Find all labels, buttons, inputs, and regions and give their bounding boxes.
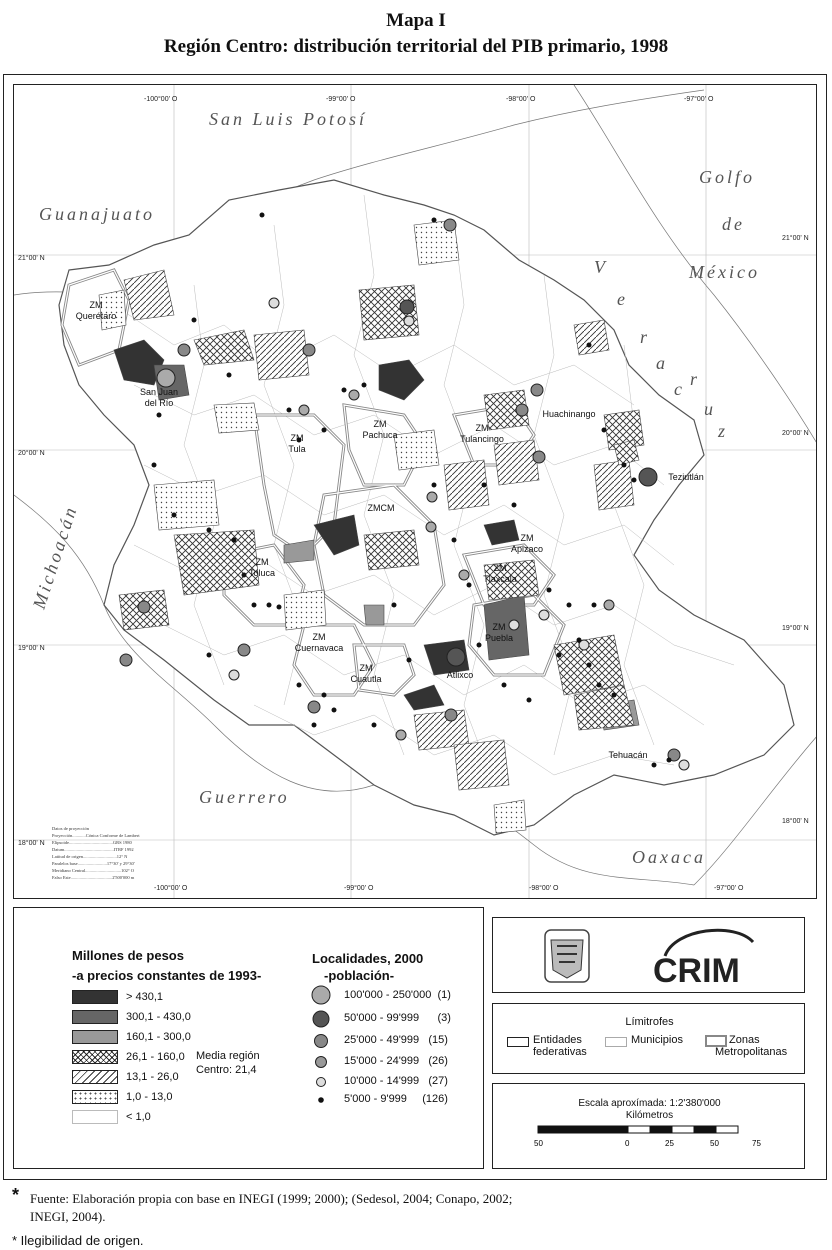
svg-text:Cuernavaca: Cuernavaca	[294, 643, 344, 653]
zm-label-zmcm	[368, 503, 395, 513]
footnote-source-line2: INEGI, 2004).	[30, 1209, 106, 1224]
crim-logo-icon	[645, 922, 765, 988]
lon-label-top-2: -99°00' O	[326, 96, 356, 103]
loc-class-3: 25'000 - 49'999 (15)	[344, 1034, 448, 1046]
svg-text:ZM: ZM	[312, 632, 326, 642]
svg-text:Pachuca: Pachuca	[362, 430, 398, 440]
svg-text:San Juan: San Juan	[139, 387, 179, 397]
lon-label-bottom-4: -97°00' O	[714, 885, 744, 892]
svg-text:25: 25	[665, 1139, 674, 1148]
svg-text:Tulancingo: Tulancingo	[460, 434, 504, 444]
svg-text:r: r	[690, 369, 698, 389]
unam-seal-icon	[541, 926, 593, 986]
lat-label-right-4: 18°00' N	[782, 818, 809, 825]
svg-text:ZM: ZM	[492, 622, 506, 632]
scale-unit: Kilómetros	[625, 1110, 674, 1121]
media-region-value: Centro: 21,4	[196, 1064, 257, 1076]
svg-text:del Río: del Río	[144, 398, 174, 408]
projection-info	[52, 826, 140, 880]
gulf-label-1: Golfo	[699, 167, 756, 187]
swatch-entidades	[507, 1037, 529, 1047]
svg-text:V: V	[594, 257, 605, 277]
lon-label-top-1: -100°00' O	[144, 96, 178, 103]
map-title: Mapa I	[386, 10, 446, 31]
svg-text:ZM: ZM	[359, 663, 373, 673]
media-region-label: Media región	[196, 1050, 260, 1062]
scale-bar	[533, 1124, 763, 1164]
lat-label-right-3: 19°00' N	[782, 625, 809, 632]
svg-text:u: u	[704, 399, 713, 419]
logo-panel	[492, 917, 805, 993]
svg-text:Proyección............Cónica C: Proyección............Cónica Conforme de Lambert	[52, 833, 140, 838]
lim-label-zonas: Zonas Metropolitanas	[715, 1034, 788, 1058]
city-label-huachinango	[542, 409, 595, 419]
lim-label-entidades: Entidades federativas	[533, 1034, 587, 1058]
svg-text:Datos de proyección: Datos de proyección	[52, 826, 89, 831]
svg-text:a: a	[656, 353, 665, 373]
svg-text:ZM: ZM	[255, 557, 269, 567]
loc-class-4: 15'000 - 24'999 (26)	[344, 1055, 448, 1067]
scale-title: Escala aproxímada: 1:2'380'000	[578, 1098, 721, 1109]
svg-text:75: 75	[752, 1139, 761, 1148]
scale-panel	[492, 1083, 805, 1169]
svg-text:Querétaro: Querétaro	[75, 311, 117, 321]
gulf-label-2: de	[722, 214, 745, 234]
svg-text:ZM: ZM	[89, 300, 103, 310]
loc-legend-symbols	[306, 984, 336, 1114]
pib-class-5: 13,1 - 26,0	[126, 1071, 179, 1083]
svg-text:ZMCM: ZMCM	[367, 503, 395, 513]
svg-text:Atlixco: Atlixco	[446, 670, 474, 680]
svg-text:Meridiano Central.............: Meridiano Central................................102° O	[52, 868, 135, 873]
svg-text:50: 50	[534, 1139, 543, 1148]
svg-text:Apizaco: Apizaco	[510, 544, 544, 554]
state-label-slp: San Luis Potosí	[209, 109, 368, 129]
svg-text:ZM: ZM	[493, 563, 507, 573]
state-label-michoacan: Michoacán	[28, 502, 82, 612]
lon-label-bottom-2: -99°00' O	[344, 885, 374, 892]
svg-text:r: r	[640, 327, 648, 347]
limitrofes-panel	[492, 1003, 805, 1074]
gulf-label-3: México	[689, 262, 760, 282]
footnote-source-line1: Fuente: Elaboración propia con base en INEGI (1999; 2000); (Sedesol, 2004; Conapo, 2002;	[30, 1191, 513, 1206]
lon-label-bottom-1: -100°00' O	[154, 885, 188, 892]
svg-text:z: z	[718, 421, 726, 441]
city-label-atlixco	[447, 670, 474, 680]
pib-legend-subtitle: -a precios constantes de 1993-	[72, 968, 262, 983]
lim-label-municipios: Municipios	[631, 1034, 683, 1046]
swatch-class-2	[72, 1010, 118, 1024]
pib-class-4: 26,1 - 160,0	[126, 1051, 185, 1063]
zm-label-tula	[288, 433, 305, 454]
lat-label-left-3: 19°00' N	[18, 645, 45, 652]
lat-label-right-1: 21°00' N	[782, 235, 809, 242]
swatch-class-1	[72, 990, 118, 1004]
swatch-class-7	[72, 1110, 118, 1124]
lon-label-top-3: -98°00' O	[506, 96, 536, 103]
svg-text:c: c	[674, 379, 682, 399]
svg-text:Toluca: Toluca	[248, 568, 276, 578]
swatch-class-3	[72, 1030, 118, 1044]
pib-class-2: 300,1 - 430,0	[126, 1011, 191, 1023]
zm-label-san-juan	[140, 387, 178, 408]
svg-text:Datum.........................: Datum............................................ITRF 1992	[52, 847, 134, 852]
loc-class-5: 10'000 - 14'999 (27)	[344, 1075, 448, 1087]
state-label-oaxaca: Oaxaca	[632, 847, 706, 867]
svg-text:ZM: ZM	[373, 419, 387, 429]
svg-text:50: 50	[710, 1139, 719, 1148]
svg-text:Latitud de origen.............: Latitud de origen..............................12° N	[52, 854, 128, 859]
svg-text:Huachinango: Huachinango	[542, 409, 596, 419]
state-label-guerrero: Guerrero	[199, 787, 290, 807]
limitrofes-title: Límitrofes	[625, 1016, 674, 1028]
loc-legend-title: Localidades, 2000	[312, 951, 424, 966]
map-panel[interactable]	[13, 84, 817, 899]
lat-label-right-2: 20°00' N	[782, 430, 809, 437]
pib-class-7: < 1,0	[126, 1111, 151, 1123]
svg-text:0: 0	[625, 1139, 630, 1148]
svg-text:CRIM: CRIM	[653, 952, 740, 988]
svg-text:Tlaxcala: Tlaxcala	[483, 574, 517, 584]
legend-panel	[13, 907, 484, 1169]
svg-text:Cuautla: Cuautla	[350, 674, 382, 684]
footnote-illegibility: * Ilegibilidad de origen.	[12, 1233, 144, 1248]
lat-label-left-1: 21°00' N	[18, 255, 45, 262]
svg-text:Tula: Tula	[288, 444, 306, 454]
svg-text:Falso Este....................: Falso Este.....................................2'500'000 m	[52, 875, 135, 880]
region-map[interactable]	[14, 85, 817, 899]
lat-label-left-4: 18°00' N	[18, 840, 45, 847]
svg-text:e: e	[617, 289, 625, 309]
svg-text:Teziutlán: Teziutlán	[668, 472, 704, 482]
svg-text:ZM: ZM	[290, 433, 304, 443]
city-label-teziutlan	[668, 472, 704, 482]
swatch-class-5	[72, 1070, 118, 1084]
footnote-star: *	[12, 1185, 20, 1205]
swatch-class-4	[72, 1050, 118, 1064]
svg-text:Paralelos base................: Paralelos base..........................17°30' y 29°30'	[52, 861, 135, 866]
city-label-tehuacan	[608, 750, 647, 760]
lat-label-left-2: 20°00' N	[18, 450, 45, 457]
swatch-class-6	[72, 1090, 118, 1104]
svg-text:Tehuacán: Tehuacán	[608, 750, 648, 760]
pib-class-3: 160,1 - 300,0	[126, 1031, 191, 1043]
state-label-guanajuato: Guanajuato	[39, 204, 156, 224]
loc-class-1: 100'000 - 250'000 (1)	[344, 989, 451, 1001]
loc-class-2: 50'000 - 99'999 (3)	[344, 1012, 451, 1024]
svg-text:ZM: ZM	[475, 423, 489, 433]
pib-class-1: > 430,1	[126, 991, 164, 1003]
lon-label-top-4: -97°00' O	[684, 96, 714, 103]
loc-legend-subtitle: -población-	[324, 968, 395, 983]
lon-label-bottom-3: -98°00' O	[529, 885, 559, 892]
loc-class-6: 5'000 - 9'999 (126)	[344, 1093, 448, 1105]
svg-text:ZM: ZM	[520, 533, 534, 543]
swatch-municipios	[605, 1037, 627, 1047]
pib-legend-title: Millones de pesos	[72, 948, 184, 963]
pib-class-6: 1,0 - 13,0	[126, 1091, 173, 1103]
svg-text:Puebla: Puebla	[484, 633, 514, 643]
svg-text:Elipsoide.....................: Elipsoide.......................................GRS 1980	[52, 840, 132, 845]
map-subtitle: Región Centro: distribución territorial del PIB primario, 1998	[163, 36, 669, 57]
